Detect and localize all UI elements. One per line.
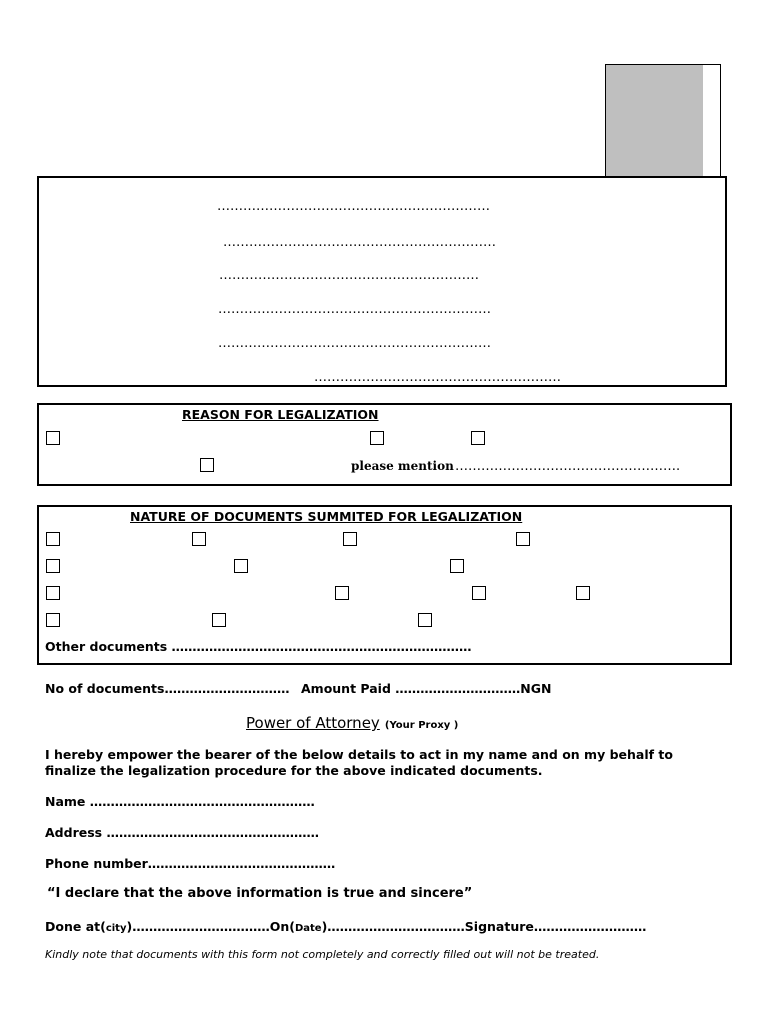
done-at-label: Done at(: [45, 919, 106, 934]
no-of-documents-field[interactable]: No of documents…………………………: [45, 681, 290, 696]
document-checkbox[interactable]: [343, 532, 357, 546]
city-label: city: [105, 923, 127, 934]
poa-statement-line-1: I hereby empower the bearer of the below details to act in my name and on my behalf to: [45, 747, 673, 762]
detail-line-1[interactable]: ………………………………………………………: [217, 199, 490, 214]
reason-checkbox[interactable]: [370, 431, 384, 445]
document-checkbox[interactable]: [576, 586, 590, 600]
reason-checkbox[interactable]: [200, 458, 214, 472]
document-checkbox[interactable]: [46, 559, 60, 573]
document-checkbox[interactable]: [212, 613, 226, 627]
date-label: Date: [294, 923, 322, 934]
proxy-name-field[interactable]: Name ………………………………………………: [45, 794, 315, 809]
on-label: )……………………………On(: [126, 919, 295, 934]
document-checkbox[interactable]: [450, 559, 464, 573]
reason-title: REASON FOR LEGALIZATION: [182, 407, 379, 422]
detail-line-4[interactable]: ………………………………………………………: [218, 302, 491, 317]
proxy-address-field[interactable]: Address ……………………………………………: [45, 825, 319, 840]
document-checkbox[interactable]: [472, 586, 486, 600]
document-checkbox[interactable]: [418, 613, 432, 627]
footer-note: Kindly note that documents with this form not completely and correctly filled out will not be treated.: [45, 948, 600, 961]
poa-heading: [246, 713, 458, 732]
detail-line-5[interactable]: ………………………………………………………: [218, 336, 491, 351]
other-documents-field[interactable]: Other documents ………………………………………………………………: [45, 639, 472, 654]
poa-subtitle: (Your Proxy ): [384, 720, 459, 731]
photo-placeholder: [605, 64, 704, 177]
please-mention-label: please mention: [351, 459, 454, 473]
detail-line-3[interactable]: ……………………………………………………: [219, 268, 479, 283]
proxy-phone-field[interactable]: Phone number………………………………………: [45, 856, 336, 871]
poa-title: Power of Attorney: [246, 714, 380, 732]
reason-checkbox[interactable]: [471, 431, 485, 445]
signature-label: )……………………………Signature………………………: [321, 919, 647, 934]
photo-frame-edge: [703, 64, 721, 177]
poa-statement-line-2: finalize the legalization procedure for the above indicated documents.: [45, 763, 543, 778]
document-checkbox[interactable]: [46, 532, 60, 546]
document-checkbox[interactable]: [46, 586, 60, 600]
detail-line-2[interactable]: ………………………………………………………: [223, 235, 496, 250]
detail-line-6[interactable]: …………………………………………………: [314, 370, 561, 385]
reason-checkbox[interactable]: [46, 431, 60, 445]
document-checkbox[interactable]: [516, 532, 530, 546]
nature-title: NATURE OF DOCUMENTS SUMMITED FOR LEGALIZATION: [130, 509, 523, 524]
document-checkbox[interactable]: [335, 586, 349, 600]
document-checkbox[interactable]: [192, 532, 206, 546]
declaration-text: “I declare that the above information is true and sincere”: [47, 886, 473, 901]
document-checkbox[interactable]: [234, 559, 248, 573]
document-checkbox[interactable]: [46, 613, 60, 627]
done-at-line[interactable]: [45, 919, 646, 934]
please-mention-field[interactable]: …………………………………………….: [455, 459, 681, 474]
amount-paid-field[interactable]: Amount Paid …………………………NGN: [301, 681, 552, 696]
